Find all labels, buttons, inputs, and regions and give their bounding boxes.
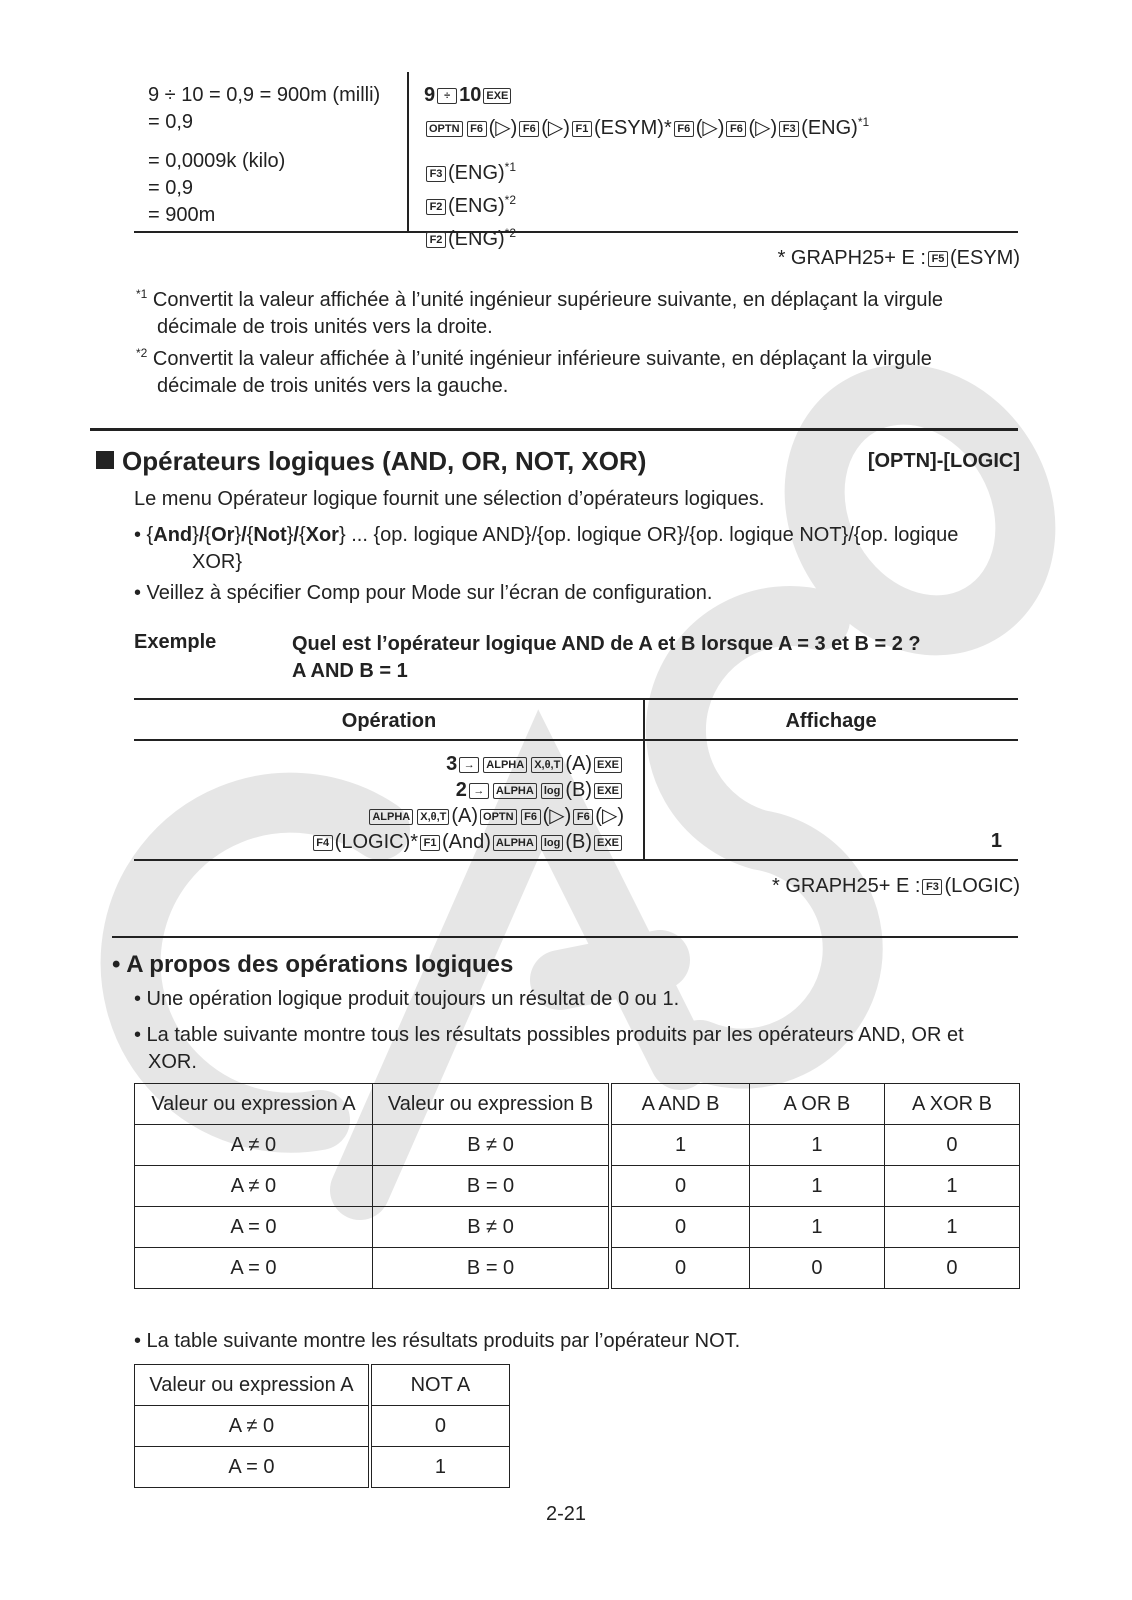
footnote-text: décimale de trois unités vers la droite. [157,316,493,338]
divide-key-icon: ÷ [437,88,457,104]
xthetat-key-icon: X,θ,T [531,757,563,773]
table-cell: 1 [749,1166,884,1207]
table-row [135,1207,1020,1248]
footnote-mark: *2 [504,226,517,240]
bullet-operators-text2: XOR} [192,551,243,573]
table-cell: A ≠ 0 [135,1166,373,1207]
example-label: Exemple [134,631,217,653]
about-title-text: A propos des opérations logiques [126,951,514,978]
display-result: 1 [990,830,1002,852]
f1-key-icon: F1 [420,835,440,851]
table-cell: A = 0 [135,1248,373,1289]
f2-key-icon: F2 [426,232,446,248]
about-title [112,951,513,979]
table-row [135,1125,1020,1166]
op-table-header-rule [134,739,1018,741]
about-bullet-2 [134,1022,964,1076]
footnote-mark: *2 [136,346,148,360]
f3-key-icon: F3 [779,121,799,137]
table-cell: 0 [370,1406,510,1447]
table-cell: 1 [610,1125,749,1166]
subsection-rule [112,936,1018,938]
f6-key-icon: F6 [674,121,694,137]
op-table-bottom-rule [134,859,1018,861]
op-table-divider [643,698,645,860]
table-cell: B = 0 [372,1248,610,1289]
graph-note-tail: (LOGIC) [944,875,1020,897]
top-example-values [148,82,380,229]
top-line-4: = 0,9 [148,177,194,199]
graph-note-label: * GRAPH25+ E : [772,875,921,897]
key-label: (ENG) [448,162,505,184]
section-title [96,446,646,477]
f6-key-icon: F6 [573,809,593,825]
footnote-text: Convertit la valeur affichée à l’unité ingénieur inférieure suivante, en déplaçant la virgule [152,348,932,370]
table-header-row [135,1365,510,1406]
alpha-key-icon: ALPHA [483,757,527,773]
table-cell: A ≠ 0 [135,1406,370,1447]
table-cell: A ≠ 0 [135,1125,373,1166]
table-cell: 1 [370,1447,510,1488]
menu-shortcut: [OPTN]-[LOGIC] [867,450,1020,472]
table-cell: 0 [884,1248,1019,1289]
store-arrow-key-icon: → [469,783,489,799]
col-display-header: Affichage [785,710,877,732]
about-bullet-1: • Une opération logique produit toujours un résultat de 0 ou 1. [134,988,680,1010]
example-question [292,631,921,685]
graph-note-label: * GRAPH25+ E : [777,247,926,269]
header-cell: A OR B [749,1084,884,1125]
table-cell: 0 [610,1207,749,1248]
f3-key-icon: F3 [922,879,942,895]
alpha-key-icon: ALPHA [493,783,537,799]
header-cell: A XOR B [884,1084,1019,1125]
table-header-row [135,1084,1020,1125]
key-label: (ESYM)* [593,117,672,139]
about-bullet-2-text: • La table suivante montre tous les résultats possibles produits par les opérateurs AND, OR et [134,1024,964,1046]
section-intro: Le menu Opérateur logique fournit une sélection d’opérateurs logiques. [134,488,765,510]
about-bullet-2-text2: XOR. [148,1051,197,1073]
table-cell: 1 [749,1207,884,1248]
f3-key-icon: F3 [426,166,446,182]
table-cell: 1 [884,1207,1019,1248]
header-cell: NOT A [370,1365,510,1406]
example-answer-text: A AND B = 1 [292,660,408,682]
operation-keys: 3 → ALPHA X,θ,T (A) EXE 2 → ALPHA log (B) EXE ALPHA X,θ,T (A) OPTN F6 (▷) F6 (▷) F4 (LOGIC)* F1 (And) ALPHA log (B) EXE [311,751,624,855]
table-cell: 1 [884,1166,1019,1207]
f6-key-icon: F6 [467,121,487,137]
footnote-1 [136,281,943,341]
key-label: (▷) [695,117,725,139]
example-question-text: Quel est l’opérateur logique AND de A et B lorsque A = 3 et B = 2 ? [292,633,921,655]
table-cell: 0 [749,1248,884,1289]
top-example-keys [424,82,869,253]
bullet-dot-icon: • [112,951,121,978]
key-label: (ENG) [801,117,858,139]
section-rule [90,428,1018,431]
square-bullet-icon [96,451,114,469]
top-line-3: = 0,0009k (kilo) [148,150,286,172]
header-cell: A AND B [610,1084,749,1125]
f1-key-icon: F1 [572,121,592,137]
exe-key-icon: EXE [594,757,622,773]
op-table-top-rule [134,698,1018,700]
key-label: (▷) [541,117,570,139]
table-cell: B ≠ 0 [372,1125,610,1166]
table-cell: 0 [610,1248,749,1289]
f6-key-icon: F6 [519,121,539,137]
footnote-mark: *2 [504,193,517,207]
bullet-operators: • {And}/{Or}/{Not}/{Xor} ... {op. logique AND}/{op. logique OR}/{op. logique NOT}/{op. logique XOR} [134,524,959,573]
table-row [135,1406,510,1447]
graph-note-esym [778,247,1020,270]
graph-note-logic [772,875,1020,898]
footnote-mark: *1 [857,115,870,129]
col-operation-header: Opération [341,710,437,732]
table-cell: 1 [749,1125,884,1166]
store-arrow-key-icon: → [459,757,479,773]
footnote-text: Convertit la valeur affichée à l’unité ingénieur supérieure suivante, en déplaçant la virgule [152,289,944,311]
optn-key-icon: OPTN [480,809,517,825]
header-cell: Valeur ou expression A [135,1084,373,1125]
log-key-icon: log [541,783,564,799]
alpha-key-icon: ALPHA [369,809,413,825]
page-number: 2-21 [545,1503,587,1525]
f5-key-icon: F5 [928,251,948,267]
f6-key-icon: F6 [521,809,541,825]
key-label: (ENG) [448,228,505,250]
top-line-1: 9 ÷ 10 = 0,9 = 900m (milli) [148,84,381,106]
logic-results-table [134,1083,1020,1289]
top-line-5: = 900m [148,204,216,226]
footnote-2 [136,340,932,400]
optn-key-icon: OPTN [426,121,463,137]
bullet-comp-mode: • Veillez à spécifier Comp pour Mode sur l’écran de configuration. [134,582,713,604]
footnote-text: décimale de trois unités vers la gauche. [157,375,509,397]
table-row [135,1447,510,1488]
table-cell: A = 0 [135,1447,370,1488]
table-cell: 0 [884,1125,1019,1166]
header-cell: Valeur ou expression B [372,1084,610,1125]
f2-key-icon: F2 [426,199,446,215]
section-title-text: Opérateurs logiques (AND, OR, NOT, XOR) [122,446,647,476]
table-row [135,1248,1020,1289]
not-results-table [134,1364,510,1488]
footnote-mark: *1 [504,160,517,174]
table-cell: B ≠ 0 [372,1207,610,1248]
top-table-divider [407,72,409,232]
table-row [135,1166,1020,1207]
key-digits-10: 10 [459,84,482,106]
f6-key-icon: F6 [726,121,746,137]
table-cell: 0 [610,1166,749,1207]
key-digit-9: 9 [424,84,436,106]
key-label: (▷) [488,117,518,139]
exe-key-icon: EXE [594,835,622,851]
about-bullet-3: • La table suivante montre les résultats produits par l’opérateur NOT. [134,1330,741,1352]
bullet-operators-text: ... {op. logique AND}/{op. logique OR}/{op. logique NOT}/{op. logique [345,524,959,546]
f4-key-icon: F4 [313,835,333,851]
log-key-icon: log [541,835,564,851]
exe-key-icon: EXE [483,88,511,104]
header-cell: Valeur ou expression A [135,1365,370,1406]
graph-note-tail: (ESYM) [950,247,1020,269]
alpha-key-icon: ALPHA [493,835,537,851]
table-cell: B = 0 [372,1166,610,1207]
exe-key-icon: EXE [594,783,622,799]
key-label: (▷) [748,117,778,139]
table-cell: A = 0 [135,1207,373,1248]
xthetat-key-icon: X,θ,T [417,809,449,825]
key-label: (ENG) [448,195,505,217]
top-line-2: = 0,9 [148,111,194,133]
footnote-mark: *1 [136,287,148,301]
